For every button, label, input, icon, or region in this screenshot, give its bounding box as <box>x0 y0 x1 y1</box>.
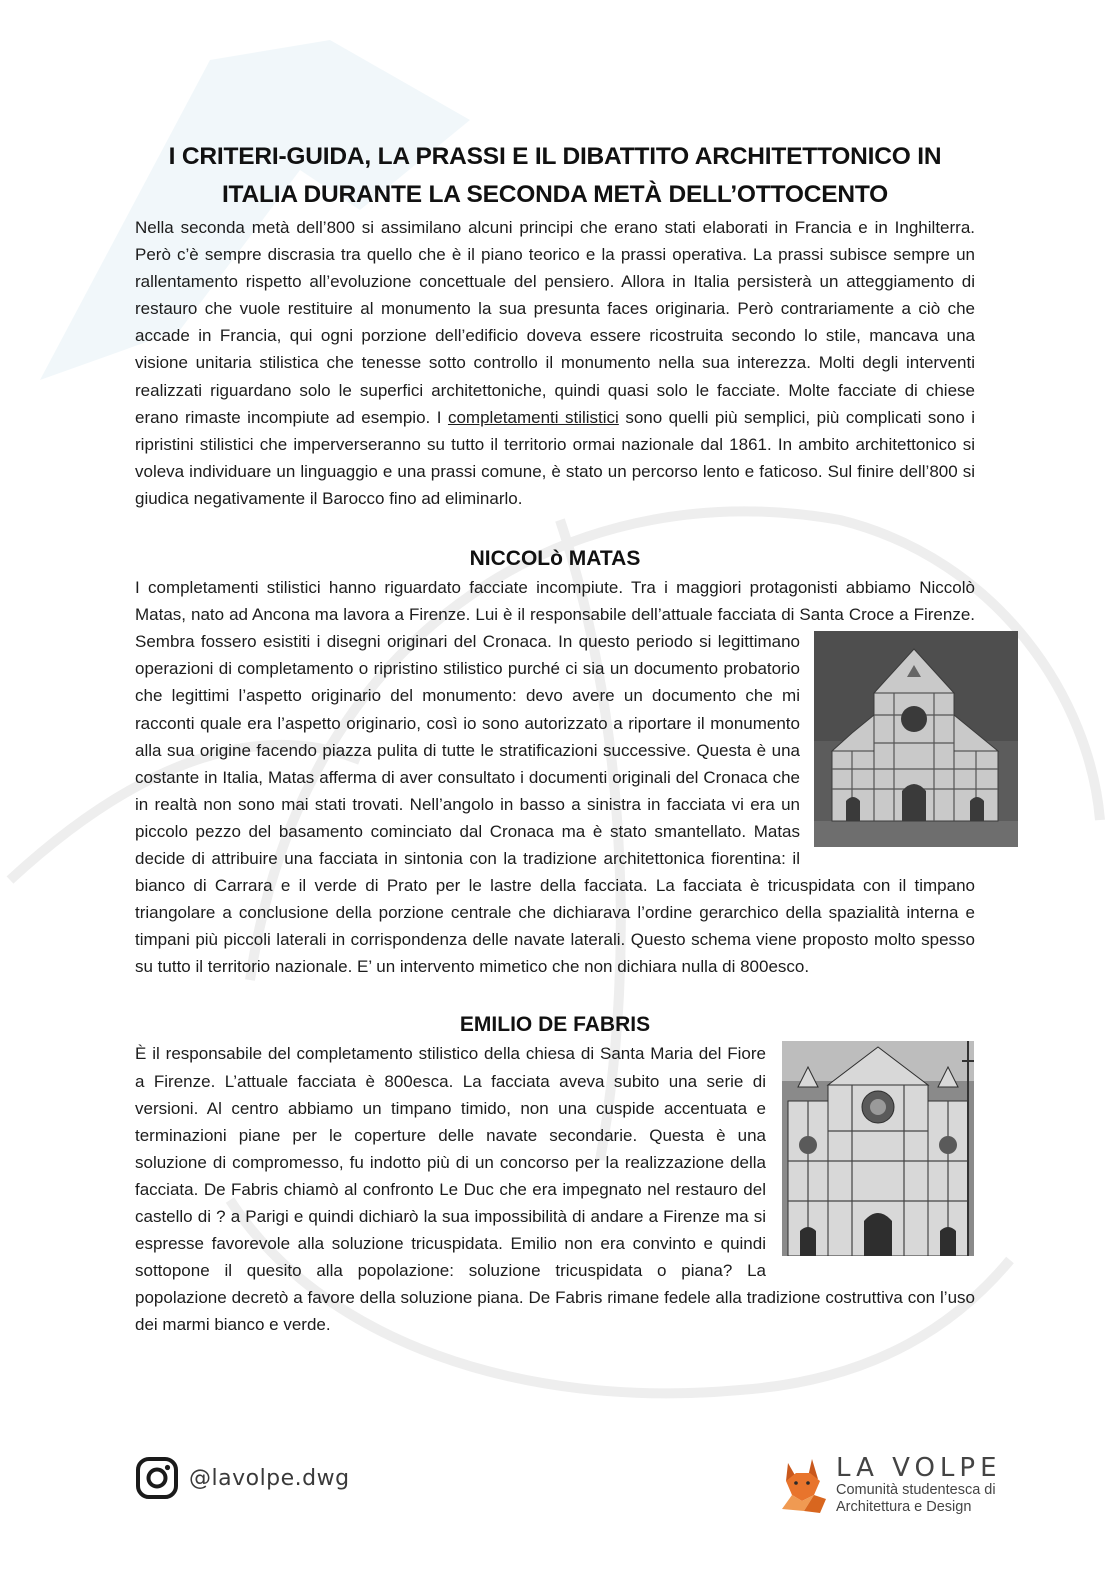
section-paragraph-matas <box>135 574 975 980</box>
santa-maria-del-fiore-facade-image <box>782 1041 974 1256</box>
logo-text-block <box>836 1454 1002 1516</box>
intro-paragraph <box>135 214 975 512</box>
section-heading-de-fabris: EMILIO DE FABRIS <box>459 1013 651 1037</box>
santa-croce-facade-image <box>814 631 1018 847</box>
intro-text-part1: Nella seconda metà dell’800 si assimilano alcuni principi che erano stati elaborati in Francia e in Inghilterra. Però c’è sempre discrasia tra quello che è il piano teorico e la prassi operativa. La prassi subisce sempre un rallentamento rispetto all’evoluzione concettuale del pensiero. Allora in Italia persisterà un atteggiamento di restauro che vuole restituire al monumento la sua presunta faces originaria. Però contrariamente a ciò che accade in Francia, qui ogni porzione dell’edificio doveva essere ricostruita secondo lo stile, mancava una visione unitaria stilistica che tenesse sotto controllo il monumento nella sua interezza. Molti degli interventi realizzati riguardano solo le superfici architettoniche, quindi quasi solo le facciate. Molte facciate di chiese erano rimaste incompiute ad esempio. I <box>135 218 975 427</box>
intro-text-part2: sono quelli più semplici, più complicati sono i ripristini stilistici che imperverseranno su tutto il territorio ormai nazionale dal 1861. In ambito architettonico si voleva individuare un linguaggio e una prassi comune, è stato un percorso lento e faticoso. Sul finire dell’800 si giudica negativamente il Barocco fino ad eliminarlo. <box>135 407 976 508</box>
fox-logo-icon <box>774 1455 830 1515</box>
section-heading-matas: NICCOLò MATAS <box>469 547 641 571</box>
title-line-1: I CRITERI-GUIDA, LA PRASSI E IL DIBATTITO ARCHITETTONICO IN <box>168 143 942 170</box>
underlined-term: completamenti stilistici <box>447 407 619 427</box>
document-body <box>135 138 975 1338</box>
instagram-footer[interactable] <box>135 1456 350 1500</box>
matas-text-part1: I completamenti stilistici hanno riguardato facciate incompiute. Tra i maggiori protagonisti abbiamo Niccolò Matas, nato ad Ancona ma lavora a Firenze. Lui è il responsabile dell’attuale facciata di Santa Croce a Firenze. <box>135 578 975 625</box>
logo-name: LA VOLPE <box>836 1453 1002 1483</box>
section-paragraph-de-fabris <box>135 1040 975 1338</box>
logo-subtitle-line-2: Architettura e Design <box>836 1499 972 1515</box>
title-line-2: ITALIA DURANTE LA SECONDA METÀ DELL’OTTOCENTO <box>221 181 889 208</box>
instagram-handle: @lavolpe.dwg <box>189 1465 350 1491</box>
de-fabris-text: È il responsabile del completamento stilistico della chiesa di Santa Maria del Fiore a Firenze. L’attuale facciata è 800esca. La facciata aveva subito una serie di versioni. Al centro abbiamo un timpano timido, non una cuspide accentuata e terminazioni piane per le coperture delle navate secondarie. Questa è una soluzione di compromesso, fu indotto più di un concorso per la realizzazione della facciata. De Fabris chiamò al confronto Le Duc che era impegnato nel restauro del castello di ? a Parigi e quindi dichiarò la sua impossibilità di andare a Firenze ma si espresse favorevole alla soluzione tricuspidata. Emilio non era convinto e quindi sottopone il quesito alla popolazione: soluzione tricuspidata o piana? La popolazione decretò a favore della soluzione piana. De Fabris rimane fedele alla tradizione costruttiva con l’uso dei marmi bianco e verde. <box>135 1044 975 1335</box>
instagram-icon <box>135 1456 179 1500</box>
logo-subtitle-line-1: Comunità studentesca di <box>836 1482 996 1498</box>
document-title <box>135 138 975 214</box>
la-volpe-logo <box>774 1454 1002 1516</box>
matas-text-part2: Sembra fossero esistiti i disegni originari del Cronaca. In questo periodo si legittimano operazioni di completamento o ripristino stilistico purché ci sia un documento probatorio che legittimi l’aspetto originario del monumento: devo avere un documento che mi racconti quale era l’aspetto originario, così io sono autorizzato a riportare il monumento alla sua origine facendo piazza pulita di tutte le stratificazioni successive. Questa è una costante in Italia, Matas afferma di aver consultato i documenti originali del Cronaca che in realtà non sono mai stati trovati. Nell’angolo in basso a sinistra in facciata vi era un piccolo pezzo del basamento cominciato dal Cronaca ma è stato smantellato. Matas decide di attribuire una facciata in sintonia con la tradizione architettonica fiorentina: il bianco di Carrara e il verde di Prato per le lastre della facciata. La facciata è tricuspidata con il timpano triangolare a conclusione della porzione centrale che dichiarava l’ordine gerarchico della spazialità interna e timpani più piccoli laterali in corrispondenza delle navate laterali. Questo schema viene proposto molto spesso su tutto il territorio nazionale. E’ un intervento mimetico che non dichiara nulla di 800esco. <box>135 632 975 977</box>
